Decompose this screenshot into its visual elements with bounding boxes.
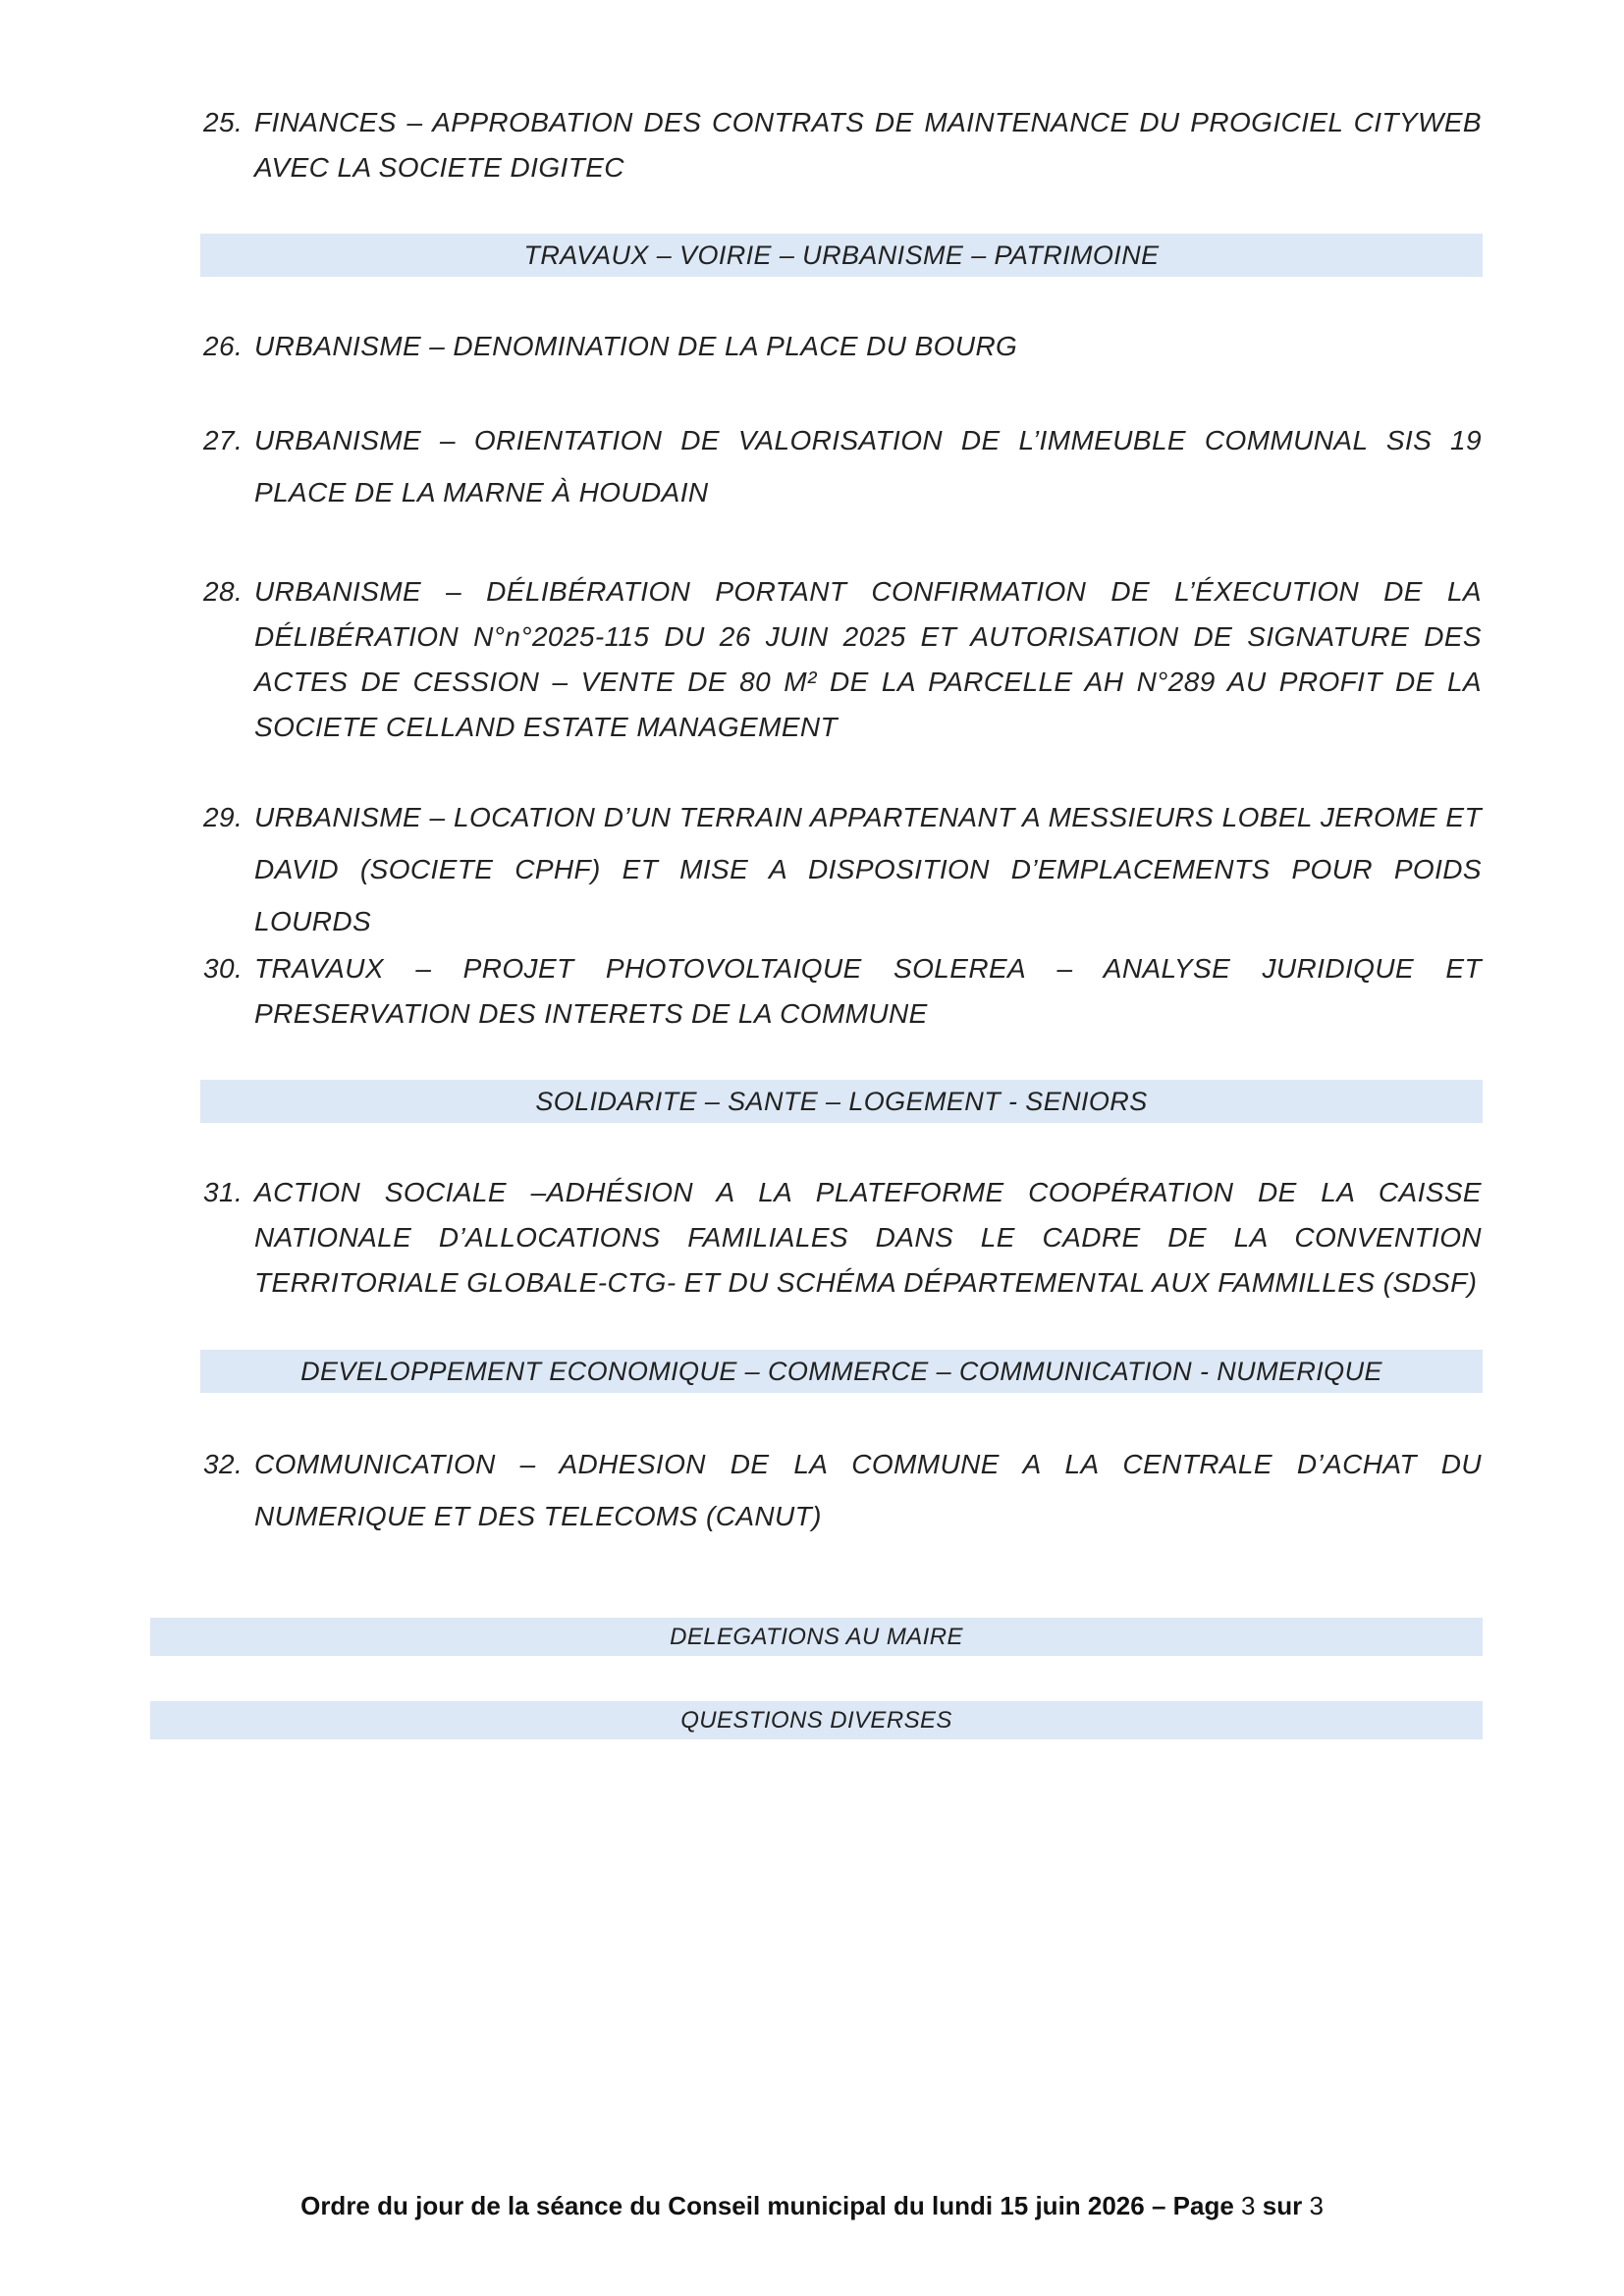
section-header-solidarite: SOLIDARITE – SANTE – LOGEMENT - SENIORS <box>200 1080 1483 1123</box>
agenda-item-31 <box>203 1170 1482 1306</box>
agenda-item-25 <box>203 100 1482 190</box>
item-number: 31. <box>203 1177 244 1207</box>
item-text: TRAVAUX – PROJET PHOTOVOLTAIQUE SOLEREA – ANALYSE JURIDIQUE ET PRESERVATION DES INTERETS DE LA COMMUNE <box>254 953 1482 1029</box>
item-number: 32. <box>203 1449 244 1479</box>
item-text: COMMUNICATION – ADHESION DE LA COMMUNE A LA CENTRALE D’ACHAT DU NUMERIQUE ET DES TELECOMS (CANUT) <box>254 1449 1482 1531</box>
agenda-item-28 <box>203 569 1482 750</box>
page-footer <box>0 2191 1624 2221</box>
footer-title: Ordre du jour de la séance du Conseil municipal du lundi 15 juin 2026 – Page <box>300 2191 1234 2220</box>
item-text: URBANISME – ORIENTATION DE VALORISATION DE L’IMMEUBLE COMMUNAL SIS 19 PLACE DE LA MARNE À HOUDAIN <box>254 425 1482 507</box>
agenda-item-29 <box>203 791 1482 947</box>
agenda-item-27 <box>203 414 1482 518</box>
section-header-delegations: DELEGATIONS AU MAIRE <box>150 1618 1483 1656</box>
item-text: URBANISME – LOCATION D’UN TERRAIN APPARTENANT A MESSIEURS LOBEL JEROME ET DAVID (SOCIETE CPHF) ET MISE A DISPOSITION D’EMPLACEMENTS POUR POIDS LOURDS <box>254 802 1482 936</box>
item-text: ACTION SOCIALE –ADHÉSION A LA PLATEFORME COOPÉRATION DE LA CAISSE NATIONALE D’ALLOCATIONS FAMILIALES DANS LE CADRE DE LA CONVENTION TERRITORIALE GLOBALE-CTG- ET DU SCHÉMA DÉPARTEMENTAL AUX FAMMILLES (SDSF) <box>254 1177 1482 1298</box>
agenda-item-26 <box>203 324 1482 369</box>
item-number: 28. <box>203 576 244 607</box>
item-number: 25. <box>203 107 244 137</box>
item-text: URBANISME – DÉLIBÉRATION PORTANT CONFIRMATION DE L’ÉXECUTION DE LA DÉLIBÉRATION N°n°2025-115 DU 26 JUIN 2025 ET AUTORISATION DE SIGNATURE DES ACTES DE CESSION – VENTE DE 80 M² DE LA PARCELLE AH N°289 AU PROFIT DE LA SOCIETE CELLAND ESTATE MANAGEMENT <box>254 576 1482 742</box>
item-text: FINANCES – APPROBATION DES CONTRATS DE MAINTENANCE DU PROGICIEL CITYWEB AVEC LA SOCIETE DIGITEC <box>254 107 1482 183</box>
section-header-travaux: TRAVAUX – VOIRIE – URBANISME – PATRIMOINE <box>200 234 1483 277</box>
footer-page-total: 3 <box>1309 2191 1324 2220</box>
agenda-item-30 <box>203 946 1482 1037</box>
item-number: 30. <box>203 953 244 984</box>
section-header-developpement: DEVELOPPEMENT ECONOMIQUE – COMMERCE – COMMUNICATION - NUMERIQUE <box>200 1350 1483 1393</box>
item-number: 26. <box>203 331 244 361</box>
section-header-questions: QUESTIONS DIVERSES <box>150 1701 1483 1739</box>
footer-page-number: 3 <box>1241 2191 1256 2220</box>
footer-sur: sur <box>1262 2191 1303 2220</box>
item-number: 27. <box>203 425 244 455</box>
item-text: URBANISME – DENOMINATION DE LA PLACE DU BOURG <box>254 331 1018 361</box>
item-number: 29. <box>203 802 244 832</box>
agenda-item-32 <box>203 1438 1482 1542</box>
